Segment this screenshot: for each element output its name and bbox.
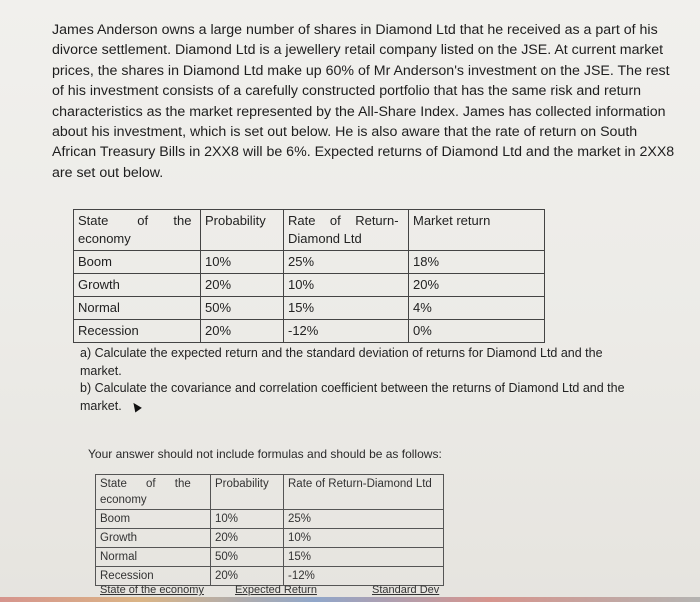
cell-state: Normal [74, 297, 201, 320]
cell-rate: 25% [284, 251, 409, 274]
cell-rate: -12% [284, 567, 444, 586]
header-state: State of the economy [74, 210, 201, 251]
mouse-cursor-icon [130, 400, 142, 412]
questions [80, 345, 625, 415]
bottom-edge-strip [0, 597, 700, 602]
cell-state: Growth [74, 274, 201, 297]
header-state: State of the economy [96, 475, 211, 510]
cell-market: 18% [409, 251, 545, 274]
table-row [96, 548, 444, 567]
paragraph-line: of his investment consists of a carefully constructed portfolio that has the same risk and return [52, 83, 642, 100]
cell-market: 4% [409, 297, 545, 320]
header-probability: Probability [201, 210, 284, 251]
table-row [74, 274, 545, 297]
cell-rate: 25% [284, 510, 444, 529]
cell-market: 0% [409, 320, 545, 343]
header-market-return: Market return [409, 210, 545, 251]
paragraph-line: are set out below. [52, 164, 164, 181]
header-rate-diamond: Rate of Return- Diamond Ltd [284, 210, 409, 251]
paragraph-line: prices, the shares in Diamond Ltd make up 60% of Mr Anderson's investment on the JSE. The rest [52, 62, 670, 79]
cell-state: Recession [96, 567, 211, 586]
table-row [96, 567, 444, 586]
cell-rate: 10% [284, 274, 409, 297]
table-header-row [74, 210, 545, 251]
cell-probability: 20% [211, 529, 284, 548]
cell-rate: 10% [284, 529, 444, 548]
cell-state: Growth [96, 529, 211, 548]
paragraph-line: James Anderson owns a large number of shares in Diamond Ltd that he received as a part of his [52, 22, 658, 38]
answer-format-note: Your answer should not include formulas and should be as follows: [88, 447, 442, 461]
cell-probability: 10% [211, 510, 284, 529]
cell-state: Boom [96, 510, 211, 529]
cell-probability: 20% [211, 567, 284, 586]
cell-state: Recession [74, 320, 201, 343]
table-row [74, 251, 545, 274]
question-a-cont: market. [80, 363, 122, 378]
cell-market: 20% [409, 274, 545, 297]
paragraph-line: divorce settlement. Diamond Ltd is a jewellery retail company listed on the JSE. At current market [52, 42, 664, 59]
cell-probability: 50% [201, 297, 284, 320]
cell-probability: 50% [211, 548, 284, 567]
question-a: a) Calculate the expected return and the standard deviation of returns for Diamond Ltd and the [80, 346, 603, 360]
table-header-row [96, 475, 444, 510]
col-state-of-economy: State of the economy [100, 584, 204, 596]
header-probability: Probability [211, 475, 284, 510]
table-row [96, 510, 444, 529]
paragraph-line: about his investment, which is set out below. He is also aware that the rate of return on South [52, 124, 638, 141]
cell-rate: 15% [284, 548, 444, 567]
cell-rate: 15% [284, 297, 409, 320]
cell-probability: 10% [201, 251, 284, 274]
table-row [96, 529, 444, 548]
col-standard-dev: Standard Dev [372, 584, 440, 596]
cell-probability: 20% [201, 320, 284, 343]
question-b: b) Calculate the covariance and correlation coefficient between the returns of Diamond Ltd and the [80, 381, 625, 395]
table-row [74, 320, 545, 343]
paragraph-line: African Treasury Bills in 2XX8 will be 6%. Expected returns of Diamond Ltd and the market in 2XX8 [52, 144, 675, 161]
cell-rate: -12% [284, 320, 409, 343]
paragraph-line: characteristics as the market represented by the All-Share Index. James has collected information [52, 103, 666, 120]
table-row [74, 297, 545, 320]
header-rate-diamond: Rate of Return-Diamond Ltd [284, 475, 444, 510]
question-b-cont: market. [80, 398, 620, 416]
col-expected-return: Expected Return [235, 584, 317, 596]
answer-format-table [95, 474, 444, 586]
cell-state: Normal [96, 548, 211, 567]
returns-table [73, 209, 545, 343]
problem-paragraph [52, 20, 675, 183]
cell-state: Boom [74, 251, 201, 274]
cell-probability: 20% [201, 274, 284, 297]
